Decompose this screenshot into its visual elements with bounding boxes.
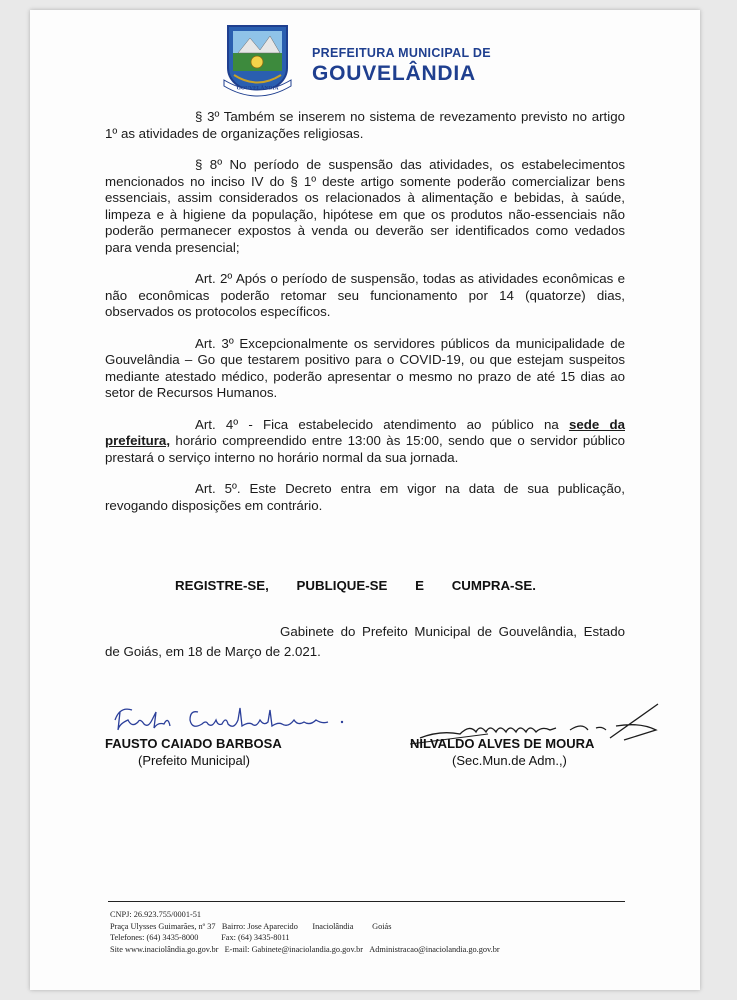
signature-mayor (110, 698, 360, 738)
closing-formula (175, 578, 558, 593)
footer-phones: Telefones: (64) 3435-8000 (110, 933, 199, 942)
footer-bairro: Bairro: Jose Aparecido (221, 921, 298, 931)
footer-contact (110, 909, 500, 955)
closing-e: E (415, 578, 424, 593)
mayor-name: FAUSTO CAIADO BARBOSA (105, 736, 282, 751)
footer-divider (108, 901, 625, 902)
article-2: Art. 2º Após o período de suspensão, todas as atividades econômicas e não econômicas poderão retomar seu funcionamento por 14 (quatorze) dias, observados os protocolos específicos. (105, 271, 625, 319)
footer-site: Site www.inaciolândia.go.gov.br (110, 944, 219, 954)
article-4-underlined: sede da prefeitura, (105, 416, 625, 448)
gabinete-date: Gabinete do Prefeito Municipal de Gouvelândia, Estado de Goiás, em 18 de Março de 2.021. (105, 624, 625, 659)
article-4-text-after: horário compreendido entre 13:00 às 15:00, sendo que o servidor público prestará o serviço interno no horário normal da sua jornada. (105, 433, 625, 465)
article-3: Art. 3º Excepcionalmente os servidores públicos da municipalidade de Gouvelândia – Go que testarem positivo para o COVID-19, ou que estejam suspeitos mediante atestado médico, poderão apresentar o mesmo no prazo de até 15 dias ao setor de Recursos Humanos. (105, 335, 625, 400)
closing-publique: PUBLIQUE-SE (296, 578, 388, 593)
secretary-role: (Sec.Mun.de Adm.,) (452, 753, 567, 768)
footer-address: Praça Ulysses Guimarães, nº 37 (110, 921, 216, 931)
letterhead-line1: PREFEITURA MUNICIPAL DE (312, 46, 491, 60)
secretary-name: NILVALDO ALVES DE MOURA (410, 736, 595, 751)
paragraph-8: § 8º No período de suspensão das atividades, os estabelecimentos mencionados no inciso IV do § 1º deste artigo somente poderão comercializar bens essenciais, assim considerados os relacionados à alimentação e bebidas, à saúde, limpeza e à higiene da população, hipótese em que os produtos não-essenciais não poderão permanecer expostos à venda ou deverão ser identificados como vedados para venda presencial; (105, 157, 625, 255)
crest-ribbon-text: GOUVELÂNDIA (236, 85, 279, 92)
closing-registre: REGISTRE-SE, (175, 578, 269, 593)
footer-fax: Fax: (64) 3435-8011 (221, 933, 290, 942)
paragraph-3: § 3º Também se inserem no sistema de revezamento previsto no artigo 1º as atividades de organizações religiosas. (105, 109, 625, 141)
footer-state: Goiás (372, 921, 392, 931)
mayor-role: (Prefeito Municipal) (138, 753, 250, 768)
closing-cumpra: CUMPRA-SE. (451, 578, 536, 593)
footer-email-admin: Administracao@inaciolandia.go.gov.br (369, 944, 500, 954)
article-4-text-before: Art. 4º - Fica estabelecido atendimento ao público na (195, 416, 569, 432)
letterhead (220, 20, 540, 100)
article-4 (105, 417, 625, 467)
footer-cnpj: CNPJ: 26.923.755/0001-51 (110, 910, 202, 919)
footer-city: Inaciolândia (312, 921, 354, 931)
municipal-crest-icon (220, 20, 295, 98)
article-5: Art. 5º. Este Decreto entra em vigor na data de sua publicação, revogando disposições em contrário. (105, 481, 625, 513)
decree-body (105, 109, 625, 529)
letterhead-title: GOUVELÂNDIA (312, 62, 476, 85)
footer-email: E-mail: Gabinete@inaciolandia.go.gov.br (224, 944, 364, 954)
document-page (30, 10, 700, 990)
